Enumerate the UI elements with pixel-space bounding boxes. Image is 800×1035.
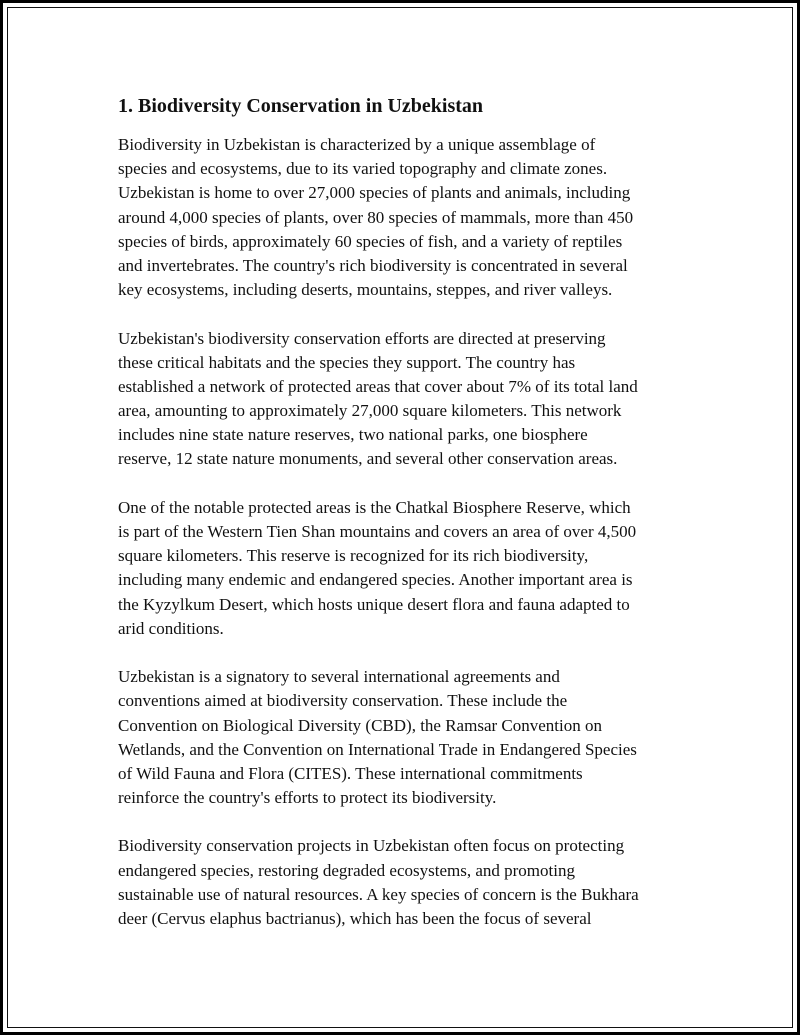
text-line: arid conditions. (118, 618, 224, 638)
text-line: endangered species, restoring degraded ecosystems, and promoting (118, 860, 575, 880)
text-line: Uzbekistan is home to over 27,000 species of plants and animals, including (118, 183, 631, 203)
section-heading: 1. Biodiversity Conservation in Uzbekistan (118, 95, 484, 117)
text-line: includes nine state nature reserves, two national parks, one biosphere (118, 425, 588, 445)
paragraph-2 (118, 327, 738, 472)
text-line: deer (Cervus elaphus bactrianus), which has been the focus of several (118, 909, 592, 928)
text-line: species of birds, approximately 60 species of fish, and a variety of reptiles (118, 231, 623, 251)
text-line: key ecosystems, including deserts, mountains, steppes, and river valleys. (118, 280, 613, 300)
text-line: Biodiversity conservation projects in Uzbekistan often focus on protecting (118, 836, 625, 856)
text-line: One of the notable protected areas is the Chatkal Biosphere Reserve, which (118, 497, 631, 517)
paragraph-3 (118, 496, 738, 641)
text-line: square kilometers. This reserve is recognized for its rich biodiversity, (118, 546, 589, 566)
text-line: Uzbekistan's biodiversity conservation efforts are directed at preserving (118, 328, 606, 348)
paragraph-1 (118, 133, 738, 302)
paragraph-4 (118, 665, 738, 810)
text-line: area, amounting to approximately 27,000 square kilometers. This network (118, 401, 622, 421)
text-line: is part of the Western Tien Shan mountains and covers an area of over 4,500 (118, 522, 637, 541)
text-line: species and ecosystems, due to its varied topography and climate zones. (118, 159, 608, 179)
text-line: the Kyzylkum Desert, which hosts unique desert flora and fauna adapted to (118, 594, 630, 614)
text-line: and invertebrates. The country's rich biodiversity is concentrated in several (118, 255, 628, 275)
text-line: Biodiversity in Uzbekistan is characterized by a unique assemblage of (118, 135, 596, 154)
text-line: Uzbekistan is a signatory to several international agreements and (118, 667, 560, 687)
text-line: including many endemic and endangered species. Another important area is (118, 570, 633, 590)
text-line: around 4,000 species of plants, over 80 species of mammals, more than 450 (118, 207, 634, 227)
text-line: reserve, 12 state nature monuments, and several other conservation areas. (118, 449, 618, 469)
text-line: conventions aimed at biodiversity conservation. These include the (118, 691, 568, 711)
text-line: Wetlands, and the Convention on International Trade in Endangered Species (118, 739, 637, 759)
text-line: sustainable use of natural resources. A key species of concern is the Bukhara (118, 884, 639, 904)
text-line: Convention on Biological Diversity (CBD), the Ramsar Convention on (118, 715, 602, 735)
text-line: established a network of protected areas that cover about 7% of its total land (118, 376, 638, 396)
text-line: of Wild Fauna and Flora (CITES). These international commitments (118, 763, 583, 783)
paragraph-5 (118, 834, 738, 931)
document-body (118, 94, 738, 955)
text-line: these critical habitats and the species they support. The country has (118, 352, 576, 372)
text-line: reinforce the country's efforts to protect its biodiversity. (118, 788, 497, 808)
